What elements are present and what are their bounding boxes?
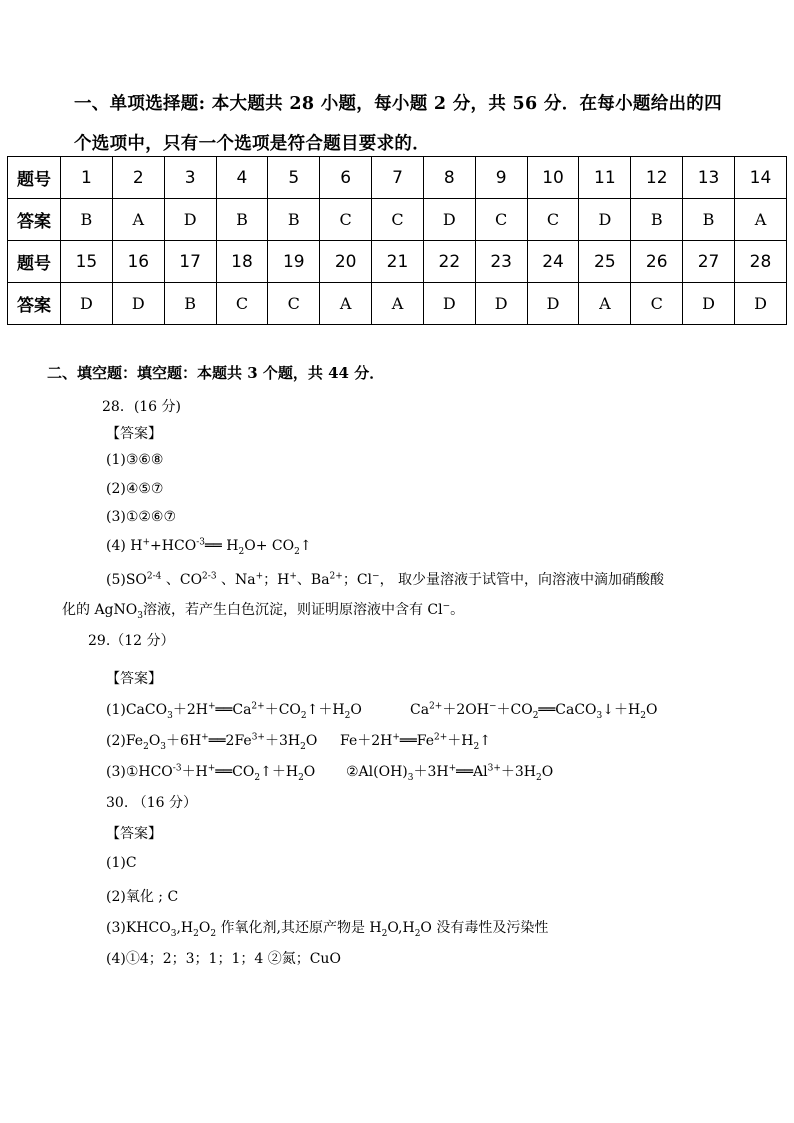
answer-letter: C: [527, 199, 579, 241]
text-seg: O: [198, 920, 211, 936]
q29-header: 29.（12 分）: [88, 633, 175, 649]
section1-title-line2: 个选项中，只有一个选项是符合题目要求的．: [74, 134, 430, 154]
answer-letter: A: [579, 283, 631, 325]
section2-title: 二、填空题：填空题：本题共 3 个题，共 44 分．: [47, 364, 385, 382]
answer-letter: D: [164, 199, 216, 241]
text-seg: 2: [473, 741, 480, 752]
q28-part5-line1: [106, 569, 664, 589]
text-seg: ， 取少量溶液于试管中，向溶液中滴加硝酸酸: [379, 572, 665, 588]
q29-part1-left: [106, 699, 362, 719]
text-seg: +: [142, 537, 151, 548]
text-seg: ；Cl: [342, 572, 373, 588]
text-seg: 。: [450, 602, 465, 618]
text-seg: ＋CO: [264, 702, 301, 718]
row-label: 答案: [8, 283, 61, 325]
answer-letter: A: [112, 199, 164, 241]
answer-letter: C: [320, 199, 372, 241]
text-seg: +: [255, 571, 264, 582]
question-number: 15: [61, 241, 113, 283]
question-number: 17: [164, 241, 216, 283]
answer-letter: D: [734, 283, 786, 325]
text-seg: O: [350, 702, 362, 718]
text-seg: O: [148, 733, 161, 749]
text-seg: -3: [172, 763, 182, 774]
q30-part1: (1)C: [106, 855, 137, 871]
question-number: 14: [734, 157, 786, 199]
text-seg: O: [645, 702, 658, 718]
question-number: 7: [372, 157, 424, 199]
answer-letter: B: [216, 199, 268, 241]
question-number: 16: [112, 241, 164, 283]
question-number: 6: [320, 157, 372, 199]
answer-letter: A: [734, 199, 786, 241]
text-seg: 3: [596, 710, 603, 721]
answer-letter: D: [579, 199, 631, 241]
text-seg: 、Ba: [296, 572, 330, 588]
text-seg: 3+: [487, 763, 501, 774]
text-seg: +HCO: [150, 538, 197, 554]
text-seg: 2: [298, 772, 304, 783]
answer-letter: A: [320, 283, 372, 325]
text-seg: +: [392, 732, 400, 743]
answer-letter: B: [683, 199, 735, 241]
text-seg: ；H: [263, 572, 290, 588]
q29-part3-right: [346, 761, 553, 781]
answer-letter: D: [61, 283, 113, 325]
text-seg: 溶液，若产生白色沉淀，则证明原溶液中含有 Cl: [142, 602, 443, 618]
text-seg: O+ CO: [244, 538, 295, 554]
row-label: 题号: [8, 241, 61, 283]
q30-answer-label: 【答案】: [106, 826, 162, 842]
q28-header: 28．(16 分): [102, 399, 182, 415]
text-seg: 2: [381, 928, 388, 939]
text-seg: 2: [143, 741, 149, 752]
text-seg: 2: [532, 710, 539, 721]
question-number: 3: [164, 157, 216, 199]
text-seg: +: [289, 571, 297, 582]
question-number: 23: [475, 241, 527, 283]
text-seg: 2: [238, 546, 245, 557]
text-seg: ＋3H: [264, 733, 301, 749]
text-seg: ↑: [479, 733, 491, 749]
question-number: 8: [423, 157, 475, 199]
text-seg: +: [207, 701, 216, 712]
answer-letter: A: [372, 283, 424, 325]
answer-letter: B: [268, 199, 320, 241]
text-seg: O: [305, 733, 318, 749]
text-seg: 2: [193, 928, 199, 939]
answer-letter: D: [423, 283, 475, 325]
question-number: 10: [527, 157, 579, 199]
text-seg: (4) H: [106, 538, 143, 554]
q28-answer-label: 【答案】: [106, 426, 162, 442]
text-seg: (1)CaCO: [106, 702, 168, 718]
question-number: 1: [61, 157, 113, 199]
text-seg: 2: [254, 772, 261, 783]
text-seg: 3: [137, 610, 143, 621]
text-seg: 2: [300, 710, 307, 721]
answer-letter: C: [475, 199, 527, 241]
text-seg: 2+: [429, 701, 443, 712]
text-seg: 化的 AgNO: [62, 602, 138, 618]
question-number: 12: [631, 157, 683, 199]
text-seg: 、Na: [216, 572, 256, 588]
section1-title-line1: 一、单项选择题: 本大题共 28 小题，每小题 2 分，共 56 分．在每小题给出的四: [74, 94, 722, 114]
question-number: 27: [683, 241, 735, 283]
question-number: 18: [216, 241, 268, 283]
answer-letter: C: [631, 283, 683, 325]
table-row: [8, 241, 787, 283]
text-seg: Ca: [410, 702, 430, 718]
q29-part1-right: [410, 699, 657, 719]
text-seg: +: [201, 732, 209, 743]
text-seg: Fe＋2H: [340, 733, 393, 749]
q30-header: 30. （16 分）: [106, 795, 197, 811]
question-number: 25: [579, 241, 631, 283]
q29-part2-left: [106, 730, 317, 750]
answer-letter: C: [268, 283, 320, 325]
text-seg: 3+: [251, 732, 265, 743]
question-number: 19: [268, 241, 320, 283]
q30-part4: (4)①4；2；3；1；1；4 ②氮；CuO: [106, 951, 341, 967]
text-seg: 2+: [329, 571, 343, 582]
text-seg: 2: [344, 710, 351, 721]
text-seg: ══Al: [456, 764, 488, 780]
text-seg: (3)①HCO: [106, 764, 173, 780]
text-seg: ＋H: [447, 733, 474, 749]
text-seg: ＋CO: [496, 702, 533, 718]
text-seg: ＋2OH: [442, 702, 489, 718]
question-number: 2: [112, 157, 164, 199]
text-seg: ↑＋H: [260, 764, 299, 780]
answer-letter: C: [372, 199, 424, 241]
question-number: 21: [372, 241, 424, 283]
text-seg: ＋H: [181, 764, 208, 780]
text-seg: 2: [300, 741, 306, 752]
text-seg: ＋6H: [166, 733, 202, 749]
text-seg: 2: [640, 710, 646, 721]
question-number: 5: [268, 157, 320, 199]
text-seg: ＋3H: [413, 764, 449, 780]
text-seg: ↑＋H: [306, 702, 345, 718]
text-seg: ↑: [299, 538, 312, 554]
section1-title: [74, 84, 754, 164]
text-seg: −: [372, 571, 380, 582]
text-seg: ②Al(OH): [346, 764, 408, 780]
q28-part2: (2)④⑤⑦: [106, 481, 164, 497]
answer-table: [7, 156, 787, 325]
text-seg: -3: [196, 537, 205, 548]
text-seg: 3: [170, 928, 177, 939]
text-seg: (3)KHCO: [106, 920, 171, 936]
table-row: [8, 199, 787, 241]
q28-part4: [106, 537, 312, 557]
text-seg: ══2Fe: [208, 733, 252, 749]
text-seg: 2-3: [202, 571, 217, 582]
text-seg: +: [207, 763, 216, 774]
text-seg: O,H: [387, 920, 415, 936]
text-seg: +: [448, 763, 457, 774]
question-number: 26: [631, 241, 683, 283]
text-seg: 2+: [251, 701, 265, 712]
text-seg: (2)Fe: [106, 733, 144, 749]
text-seg: −: [442, 601, 451, 612]
question-number: 20: [320, 241, 372, 283]
text-seg: 2: [414, 928, 421, 939]
answer-letter: D: [423, 199, 475, 241]
row-label: 题号: [8, 157, 61, 199]
answer-letter: D: [112, 283, 164, 325]
text-seg: O: [303, 764, 316, 780]
text-seg: (5)SO: [106, 572, 147, 588]
table-row: [8, 283, 787, 325]
text-seg: 3: [167, 710, 173, 721]
text-seg: ↓＋H: [602, 702, 641, 718]
q28-part1: (1)③⑥⑧: [106, 452, 164, 468]
row-label: 答案: [8, 199, 61, 241]
answer-letter: B: [631, 199, 683, 241]
q29-answer-label: 【答案】: [106, 671, 162, 687]
question-number: 9: [475, 157, 527, 199]
question-number: 28: [734, 241, 786, 283]
text-seg: O: [541, 764, 554, 780]
text-seg: 、CO: [161, 572, 203, 588]
text-seg: 3: [407, 772, 414, 783]
answer-letter: D: [683, 283, 735, 325]
text-seg: ══ H: [204, 538, 239, 554]
text-seg: −: [488, 701, 497, 712]
text-seg: 2: [536, 772, 542, 783]
q28-part3: (3)①②⑥⑦: [106, 509, 177, 525]
answer-letter: B: [61, 199, 113, 241]
answer-letter: D: [527, 283, 579, 325]
text-seg: 2: [210, 928, 217, 939]
table-row: [8, 157, 787, 199]
question-number: 24: [527, 241, 579, 283]
q30-part3: [106, 917, 548, 937]
question-number: 11: [579, 157, 631, 199]
text-seg: ══CO: [215, 764, 255, 780]
answer-letter: D: [475, 283, 527, 325]
text-seg: 作氧化剂,其还原产物是 H: [216, 920, 382, 936]
text-seg: ＋2H: [172, 702, 208, 718]
answer-letter: C: [216, 283, 268, 325]
q29-part2-right: [340, 730, 491, 750]
text-seg: 3: [160, 741, 167, 752]
question-number: 4: [216, 157, 268, 199]
text-seg: O 没有毒性及污染性: [420, 920, 549, 936]
text-seg: 2: [294, 546, 300, 557]
answer-letter: B: [164, 283, 216, 325]
text-seg: ══Ca: [215, 702, 252, 718]
text-seg: ＋3H: [500, 764, 537, 780]
text-seg: ,H: [176, 920, 194, 936]
text-seg: ══Fe: [399, 733, 434, 749]
text-seg: 2-4: [146, 571, 162, 582]
q29-part3-left: [106, 761, 315, 781]
q30-part2: (2)氧化 ; C: [106, 889, 179, 905]
question-number: 13: [683, 157, 735, 199]
text-seg: ══CaCO: [538, 702, 597, 718]
question-number: 22: [423, 241, 475, 283]
q28-part5-line2: [62, 599, 464, 619]
text-seg: 2+: [434, 732, 448, 743]
